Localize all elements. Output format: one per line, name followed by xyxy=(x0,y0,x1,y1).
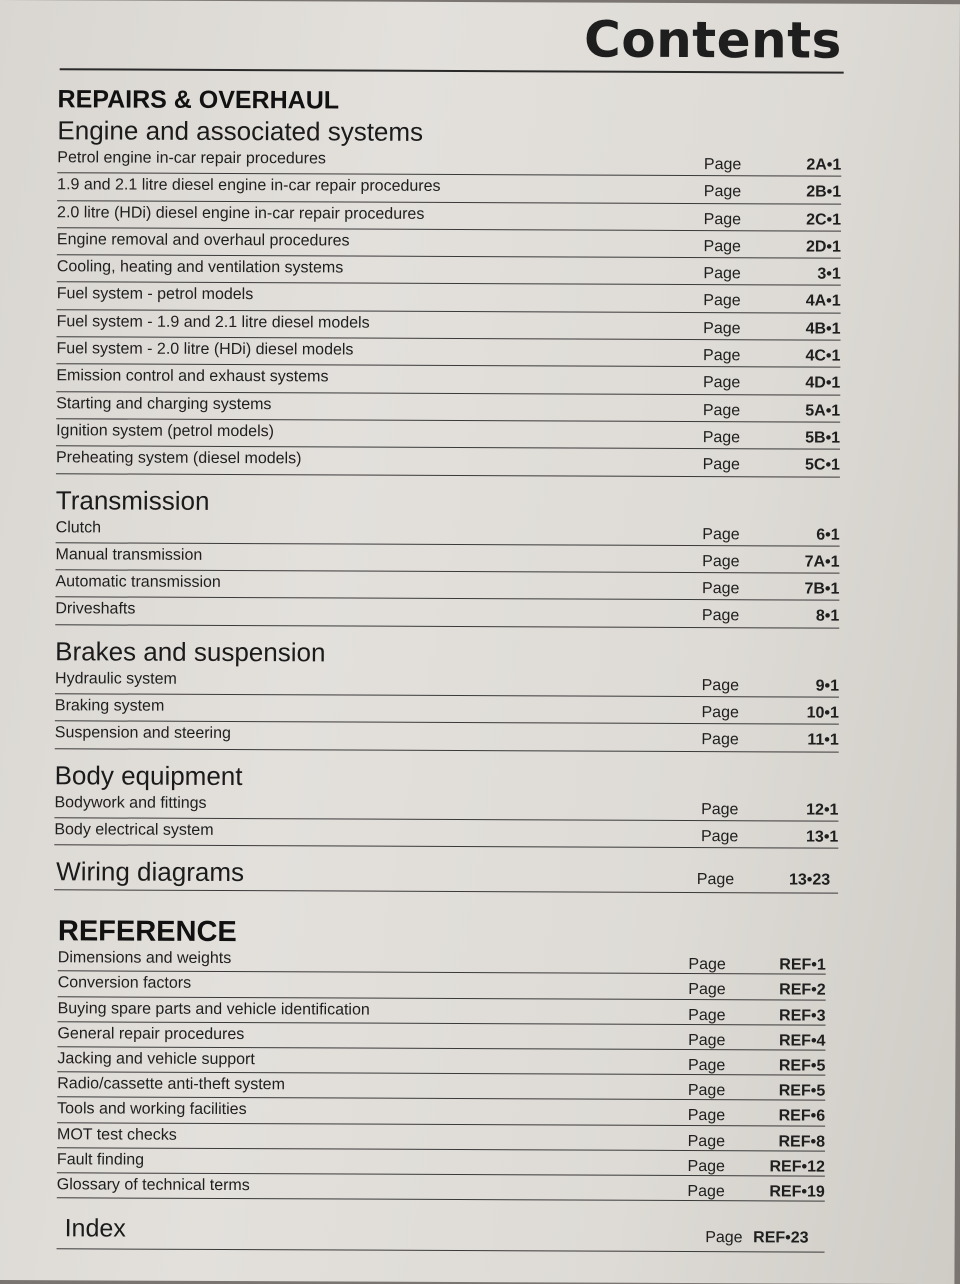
entry-title: MOT test checks xyxy=(57,1125,177,1144)
contents-entry[interactable] xyxy=(57,255,841,286)
page-label: Page xyxy=(702,580,740,598)
reference-block xyxy=(57,916,826,1252)
contents-entry[interactable] xyxy=(57,174,841,205)
contents-entry[interactable] xyxy=(56,365,840,396)
contents-entry[interactable] xyxy=(57,1098,825,1127)
reference-entries xyxy=(57,946,826,1201)
entry-title: 2.0 litre (HDi) diesel engine in-car repair procedures xyxy=(57,203,425,223)
page-number: 6•1 xyxy=(816,526,840,544)
page-number: 5C•1 xyxy=(804,456,841,474)
page-number: 9•1 xyxy=(815,677,840,695)
page-label: Page xyxy=(687,1107,726,1125)
page-label: Page xyxy=(702,429,741,447)
entry-title: Starting and charging systems xyxy=(56,394,272,413)
entry-title: Buying spare parts and vehicle identification xyxy=(57,999,370,1019)
contents-entry[interactable] xyxy=(57,283,841,314)
page-label: Page xyxy=(702,456,741,474)
section-heading: Transmission xyxy=(55,484,210,516)
reference-heading: REFERENCE xyxy=(57,915,237,949)
entry-title: Dimensions and weights xyxy=(57,949,232,968)
index-heading: Index xyxy=(64,1214,126,1243)
entry-title: Driveshafts xyxy=(55,600,136,619)
page-label: Page xyxy=(701,800,739,818)
section-group xyxy=(55,635,839,752)
contents-entry[interactable] xyxy=(57,228,841,259)
contents-entry[interactable] xyxy=(57,201,841,232)
entry-title: Glossary of technical terms xyxy=(56,1176,250,1195)
contents-entry[interactable] xyxy=(57,1022,825,1051)
contents-entry[interactable] xyxy=(55,598,839,629)
entry-title: Tools and working facilities xyxy=(57,1100,247,1119)
repairs-sections xyxy=(54,114,841,849)
entry-title: Engine removal and overhaul procedures xyxy=(56,231,350,250)
entry-title: Fuel system - 1.9 and 2.1 litre diesel models xyxy=(56,313,370,332)
page-number: 12•1 xyxy=(806,801,839,819)
page-number: 8•1 xyxy=(815,608,840,626)
section-group xyxy=(56,114,842,477)
contents-entry[interactable] xyxy=(57,146,841,177)
page-number: 13•23 xyxy=(788,871,831,889)
contents-entry[interactable] xyxy=(54,791,838,822)
page-number: REF•4 xyxy=(778,1032,826,1050)
page-number: REF•5 xyxy=(778,1057,826,1075)
page-label: Page xyxy=(703,292,741,310)
page-label: Page xyxy=(688,1006,726,1024)
page-label: Page xyxy=(705,1229,743,1247)
page-label: Page xyxy=(703,347,741,365)
entry-title: Petrol engine in-car repair procedures xyxy=(57,149,326,168)
contents-entry[interactable] xyxy=(56,392,840,423)
contents-entry[interactable] xyxy=(55,694,839,725)
page-number: 4B•1 xyxy=(805,320,841,338)
page-label: Page xyxy=(687,1157,725,1175)
wiring-diagrams-entry[interactable] xyxy=(54,855,838,893)
page-number: 3•1 xyxy=(817,265,841,283)
contents-entry[interactable] xyxy=(55,570,839,601)
page-label: Page xyxy=(696,871,735,889)
entry-title: Manual transmission xyxy=(55,546,203,564)
page-number: 4D•1 xyxy=(805,374,841,393)
contents-entry[interactable] xyxy=(58,997,826,1026)
page-label: Page xyxy=(702,401,741,419)
page-label: Page xyxy=(688,981,726,999)
entry-title: Fuel system - petrol models xyxy=(56,285,254,304)
contents-entry[interactable] xyxy=(56,516,840,547)
contents-entry[interactable] xyxy=(56,419,840,450)
page-label: Page xyxy=(702,525,740,543)
page-label: Page xyxy=(703,183,742,201)
page-label: Page xyxy=(687,1056,726,1075)
page-number: 13•1 xyxy=(806,828,839,846)
page-number: 2C•1 xyxy=(806,211,842,229)
page-number: REF•8 xyxy=(778,1132,826,1151)
page-number: 2A•1 xyxy=(806,156,842,174)
contents-entry[interactable] xyxy=(54,818,838,849)
entry-title: Radio/cassette anti-theft system xyxy=(57,1075,285,1094)
entry-title: Suspension and steering xyxy=(54,724,231,743)
page-number: REF•23 xyxy=(753,1229,809,1247)
page-number: REF•1 xyxy=(779,956,826,974)
section-heading: Body equipment xyxy=(54,759,243,791)
contents-entry[interactable] xyxy=(58,946,826,975)
page-label: Page xyxy=(703,265,741,283)
contents-entry[interactable] xyxy=(56,447,840,478)
entry-title: Clutch xyxy=(55,518,102,537)
page-label: Page xyxy=(701,731,739,749)
entry-title: Preheating system (diesel models) xyxy=(55,449,302,468)
page-title: Contents xyxy=(583,10,842,70)
page-label: Page xyxy=(703,237,741,256)
entry-title: Hydraulic system xyxy=(55,669,177,688)
contents-body xyxy=(53,84,842,1253)
entry-title: General repair procedures xyxy=(57,1025,245,1043)
page-number: REF•2 xyxy=(779,981,826,1000)
page-label: Page xyxy=(703,319,741,338)
page-number: 2D•1 xyxy=(805,238,841,256)
page-number: REF•6 xyxy=(778,1107,826,1125)
page-number: REF•19 xyxy=(769,1183,825,1201)
contents-entry[interactable] xyxy=(57,1173,825,1202)
entry-title: Ignition system (petrol models) xyxy=(56,422,275,441)
contents-entry[interactable] xyxy=(57,1072,825,1101)
entry-title: Automatic transmission xyxy=(55,573,221,592)
page-number: 4A•1 xyxy=(805,293,841,311)
entry-title: Bodywork and fittings xyxy=(54,793,207,812)
page-label: Page xyxy=(688,1031,726,1049)
contents-entry[interactable] xyxy=(58,972,826,1001)
page-label: Page xyxy=(700,828,739,846)
entry-title: Cooling, heating and ventilation systems xyxy=(56,258,344,277)
page-label: Page xyxy=(702,374,741,392)
page-number: 4C•1 xyxy=(805,347,841,365)
page-label: Page xyxy=(701,704,739,722)
page-number: 7A•1 xyxy=(804,553,840,571)
page-number: 7B•1 xyxy=(804,580,840,598)
contents-entry[interactable] xyxy=(57,1123,825,1152)
page-label: Page xyxy=(687,1082,726,1100)
contents-entry[interactable] xyxy=(57,1148,825,1177)
page-label: Page xyxy=(688,956,726,974)
page-label: Page xyxy=(687,1182,725,1201)
contents-entry[interactable] xyxy=(56,543,840,574)
entry-title: Jacking and vehicle support xyxy=(57,1050,255,1069)
page-label: Page xyxy=(703,156,742,174)
page-number: 5A•1 xyxy=(805,402,841,420)
page-number: 2B•1 xyxy=(806,183,842,201)
entry-title: Fuel system - 2.0 litre (HDi) diesel models xyxy=(56,340,354,359)
page-number: REF•3 xyxy=(779,1007,826,1025)
page-label: Page xyxy=(687,1132,726,1150)
contents-entry[interactable] xyxy=(57,1047,825,1076)
section-group xyxy=(54,759,838,849)
page-label: Page xyxy=(702,552,740,571)
entry-title: Emission control and exhaust systems xyxy=(56,367,329,386)
page-number: REF•5 xyxy=(778,1082,826,1100)
wiring-diagrams-heading: Wiring diagrams xyxy=(56,856,245,888)
contents-entry[interactable] xyxy=(55,667,839,698)
entry-title: 1.9 and 2.1 litre diesel engine in-car repair procedures xyxy=(57,176,441,196)
page-label: Page xyxy=(701,607,740,625)
entry-title: Conversion factors xyxy=(57,974,192,993)
page-label: Page xyxy=(703,210,742,228)
repairs-heading: REPAIRS & OVERHAUL xyxy=(57,85,340,115)
section-heading: Engine and associated systems xyxy=(57,115,424,147)
page-number: REF•12 xyxy=(769,1158,825,1176)
entry-title: Fault finding xyxy=(56,1150,145,1169)
entry-title: Braking system xyxy=(54,697,165,715)
page-label: Page xyxy=(701,676,740,694)
contents-entry[interactable] xyxy=(55,722,839,753)
contents-entry[interactable] xyxy=(57,310,841,341)
contents-entry[interactable] xyxy=(56,337,840,368)
page-number: 11•1 xyxy=(807,731,839,750)
section-group xyxy=(55,484,840,629)
section-heading: Brakes and suspension xyxy=(55,635,326,668)
entry-title: Body electrical system xyxy=(54,821,214,839)
page-number: 5B•1 xyxy=(805,429,841,447)
index-entry[interactable] xyxy=(57,1212,825,1252)
page-number: 10•1 xyxy=(806,704,839,722)
